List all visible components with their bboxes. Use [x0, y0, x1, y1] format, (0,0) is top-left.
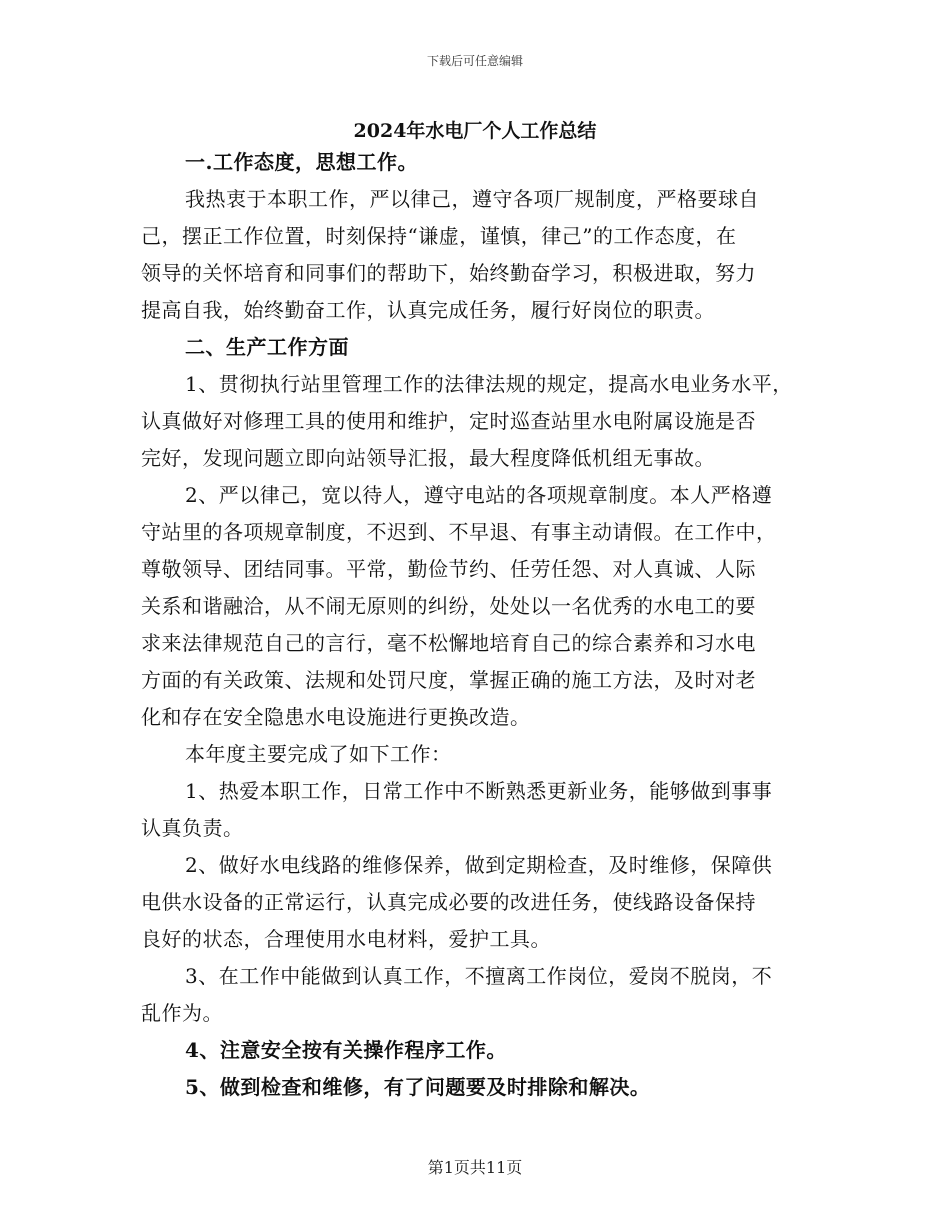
list-item-safety: 4、注意安全按有关操作程序工作。: [185, 1038, 507, 1062]
paragraph-line: 求来法律规范自己的言行，毫不松懈地培育自己的综合素养和习水电: [141, 631, 756, 655]
page-header: 下载后可任意编辑: [426, 54, 523, 68]
paragraph-line: 化和存在安全隐患水电设施进行更换改造。: [141, 705, 531, 729]
paragraph-line: 方面的有关政策、法规和处罚尺度，掌握正确的施工方法，及时对老: [141, 668, 756, 692]
paragraph-line: 己，摆正工作位置，时刻保持“谦虚，谨慎，律己”的工作态度，在: [141, 224, 737, 248]
section-heading-attitude: 一.工作态度，思想工作。: [185, 150, 418, 174]
paragraph-line: 1、贯彻执行站里管理工作的法律法规的规定，提高水电业务水平，: [185, 372, 793, 396]
paragraph-line: 认真做好对修理工具的使用和维护，定时巡查站里水电附属设施是否: [141, 409, 756, 433]
paragraph-line: 2、做好水电线路的维修保养，做到定期检查，及时维修，保障供: [185, 853, 773, 877]
paragraph-line: 守站里的各项规章制度，不迟到、不早退、有事主动请假。在工作中，: [141, 520, 777, 544]
list-item-inspection: 5、做到检查和维修，有了问题要及时排除和解决。: [185, 1075, 651, 1099]
paragraph-line: 尊敬领导、团结同事。平常，勤俭节约、任劳任怨、对人真诚、人际: [141, 557, 756, 581]
document-title: 2024年水电厂个人工作总结: [353, 120, 597, 142]
paragraph-line: 完好，发现问题立即向站领导汇报，最大程度降低机组无事故。: [141, 446, 715, 470]
paragraph-line: 2、严以律己，宽以待人，遵守电站的各项规章制度。本人严格遵: [185, 483, 773, 507]
paragraph-line: 本年度主要完成了如下工作：: [185, 742, 452, 766]
paragraph-line: 认真负责。: [141, 816, 244, 840]
paragraph-line: 3、在工作中能做到认真工作，不擅离工作岗位，爱岗不脱岗，不: [185, 964, 773, 988]
paragraph-line: 1、热爱本职工作，日常工作中不断熟悉更新业务，能够做到事事: [185, 779, 773, 803]
section-heading-production: 二、生产工作方面: [185, 335, 349, 359]
page-footer: 第1页共11页: [427, 1158, 523, 1177]
paragraph-line: 乱作为。: [141, 1001, 223, 1025]
paragraph-line: 提高自我，始终勤奋工作，认真完成任务，履行好岗位的职责。: [141, 298, 715, 322]
paragraph-line: 良好的状态，合理使用水电材料，爱护工具。: [141, 927, 551, 951]
document-body: [141, 144, 821, 1106]
paragraph-line: 领导的关怀培育和同事们的帮助下，始终勤奋学习，积极进取，努力: [141, 261, 756, 285]
paragraph-line: 我热衷于本职工作，严以律己，遵守各项厂规制度，严格要球自: [185, 187, 759, 211]
paragraph-line: 关系和谐融洽，从不闹无原则的纠纷，处处以一名优秀的水电工的要: [141, 594, 756, 618]
paragraph-line: 电供水设备的正常运行，认真完成必要的改进任务，使线路设备保持: [141, 890, 756, 914]
